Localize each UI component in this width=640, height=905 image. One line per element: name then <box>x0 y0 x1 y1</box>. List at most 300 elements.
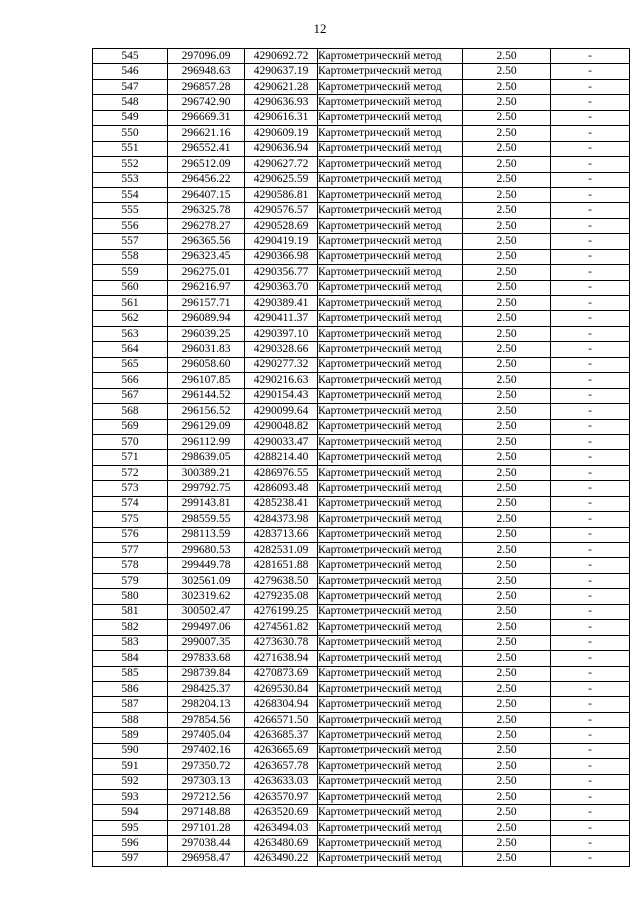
x-coordinate-cell: 300502.47 <box>168 604 245 619</box>
point-number-cell: 595 <box>93 820 168 835</box>
accuracy-cell: 2.50 <box>463 64 551 79</box>
y-coordinate-cell: 4263633.03 <box>245 774 318 789</box>
note-cell: - <box>551 759 630 774</box>
table-row <box>93 589 630 604</box>
y-coordinate-cell: 4290419.19 <box>245 234 318 249</box>
note-cell: - <box>551 512 630 527</box>
accuracy-cell: 2.50 <box>463 836 551 851</box>
table-row <box>93 851 630 866</box>
note-cell: - <box>551 558 630 573</box>
table-row <box>93 373 630 388</box>
accuracy-cell: 2.50 <box>463 496 551 511</box>
accuracy-cell: 2.50 <box>463 820 551 835</box>
table-row <box>93 820 630 835</box>
note-cell: - <box>551 666 630 681</box>
table-row <box>93 357 630 372</box>
method-cell: Картометрический метод <box>318 465 463 480</box>
y-coordinate-cell: 4263480.69 <box>245 836 318 851</box>
x-coordinate-cell: 299143.81 <box>168 496 245 511</box>
table-row <box>93 651 630 666</box>
x-coordinate-cell: 296958.47 <box>168 851 245 866</box>
y-coordinate-cell: 4290411.37 <box>245 311 318 326</box>
x-coordinate-cell: 297350.72 <box>168 759 245 774</box>
accuracy-cell: 2.50 <box>463 49 551 64</box>
table-row <box>93 218 630 233</box>
table-row <box>93 759 630 774</box>
note-cell: - <box>551 635 630 650</box>
point-number-cell: 553 <box>93 172 168 187</box>
note-cell: - <box>551 203 630 218</box>
method-cell: Картометрический метод <box>318 681 463 696</box>
x-coordinate-cell: 302319.62 <box>168 589 245 604</box>
accuracy-cell: 2.50 <box>463 527 551 542</box>
note-cell: - <box>551 496 630 511</box>
table-row <box>93 512 630 527</box>
x-coordinate-cell: 297405.04 <box>168 728 245 743</box>
accuracy-cell: 2.50 <box>463 249 551 264</box>
x-coordinate-cell: 296669.31 <box>168 110 245 125</box>
x-coordinate-cell: 296039.25 <box>168 326 245 341</box>
note-cell: - <box>551 681 630 696</box>
accuracy-cell: 2.50 <box>463 759 551 774</box>
point-number-cell: 564 <box>93 342 168 357</box>
x-coordinate-cell: 298739.84 <box>168 666 245 681</box>
method-cell: Картометрический метод <box>318 141 463 156</box>
table-row <box>93 635 630 650</box>
y-coordinate-cell: 4276199.25 <box>245 604 318 619</box>
table-row <box>93 419 630 434</box>
note-cell: - <box>551 712 630 727</box>
accuracy-cell: 2.50 <box>463 388 551 403</box>
y-coordinate-cell: 4290216.63 <box>245 373 318 388</box>
x-coordinate-cell: 297303.13 <box>168 774 245 789</box>
table-row <box>93 157 630 172</box>
note-cell: - <box>551 481 630 496</box>
accuracy-cell: 2.50 <box>463 373 551 388</box>
coordinates-table <box>92 48 630 867</box>
y-coordinate-cell: 4290616.31 <box>245 110 318 125</box>
note-cell: - <box>551 157 630 172</box>
x-coordinate-cell: 297833.68 <box>168 651 245 666</box>
method-cell: Картометрический метод <box>318 265 463 280</box>
note-cell: - <box>551 620 630 635</box>
x-coordinate-cell: 296144.52 <box>168 388 245 403</box>
point-number-cell: 575 <box>93 512 168 527</box>
note-cell: - <box>551 743 630 758</box>
y-coordinate-cell: 4290099.64 <box>245 404 318 419</box>
method-cell: Картометрический метод <box>318 373 463 388</box>
accuracy-cell: 2.50 <box>463 666 551 681</box>
x-coordinate-cell: 297854.56 <box>168 712 245 727</box>
x-coordinate-cell: 296157.71 <box>168 296 245 311</box>
y-coordinate-cell: 4290609.19 <box>245 126 318 141</box>
accuracy-cell: 2.50 <box>463 589 551 604</box>
accuracy-cell: 2.50 <box>463 620 551 635</box>
y-coordinate-cell: 4290328.66 <box>245 342 318 357</box>
accuracy-cell: 2.50 <box>463 573 551 588</box>
note-cell: - <box>551 604 630 619</box>
point-number-cell: 583 <box>93 635 168 650</box>
x-coordinate-cell: 296948.63 <box>168 64 245 79</box>
table-row <box>93 790 630 805</box>
accuracy-cell: 2.50 <box>463 404 551 419</box>
table-row <box>93 774 630 789</box>
point-number-cell: 579 <box>93 573 168 588</box>
x-coordinate-cell: 296112.99 <box>168 434 245 449</box>
note-cell: - <box>551 404 630 419</box>
x-coordinate-cell: 296107.85 <box>168 373 245 388</box>
method-cell: Картометрический метод <box>318 512 463 527</box>
note-cell: - <box>551 79 630 94</box>
x-coordinate-cell: 297038.44 <box>168 836 245 851</box>
y-coordinate-cell: 4290692.72 <box>245 49 318 64</box>
method-cell: Картометрический метод <box>318 481 463 496</box>
x-coordinate-cell: 297096.09 <box>168 49 245 64</box>
note-cell: - <box>551 187 630 202</box>
table-row <box>93 573 630 588</box>
note-cell: - <box>551 249 630 264</box>
method-cell: Картометрический метод <box>318 496 463 511</box>
accuracy-cell: 2.50 <box>463 543 551 558</box>
point-number-cell: 587 <box>93 697 168 712</box>
x-coordinate-cell: 296512.09 <box>168 157 245 172</box>
table-row <box>93 326 630 341</box>
method-cell: Картометрический метод <box>318 419 463 434</box>
table-row <box>93 311 630 326</box>
accuracy-cell: 2.50 <box>463 357 551 372</box>
accuracy-cell: 2.50 <box>463 434 551 449</box>
point-number-cell: 589 <box>93 728 168 743</box>
point-number-cell: 570 <box>93 434 168 449</box>
method-cell: Картометрический метод <box>318 450 463 465</box>
point-number-cell: 566 <box>93 373 168 388</box>
point-number-cell: 559 <box>93 265 168 280</box>
table-row <box>93 620 630 635</box>
y-coordinate-cell: 4268304.94 <box>245 697 318 712</box>
x-coordinate-cell: 296857.28 <box>168 79 245 94</box>
point-number-cell: 576 <box>93 527 168 542</box>
y-coordinate-cell: 4290637.19 <box>245 64 318 79</box>
table-row <box>93 296 630 311</box>
note-cell: - <box>551 280 630 295</box>
table-row <box>93 388 630 403</box>
point-number-cell: 584 <box>93 651 168 666</box>
point-number-cell: 596 <box>93 836 168 851</box>
table-row <box>93 95 630 110</box>
table-row <box>93 203 630 218</box>
table-row <box>93 527 630 542</box>
point-number-cell: 552 <box>93 157 168 172</box>
accuracy-cell: 2.50 <box>463 280 551 295</box>
note-cell: - <box>551 573 630 588</box>
y-coordinate-cell: 4263685.37 <box>245 728 318 743</box>
y-coordinate-cell: 4263665.69 <box>245 743 318 758</box>
method-cell: Картометрический метод <box>318 759 463 774</box>
point-number-cell: 546 <box>93 64 168 79</box>
accuracy-cell: 2.50 <box>463 805 551 820</box>
method-cell: Картометрический метод <box>318 851 463 866</box>
y-coordinate-cell: 4290636.93 <box>245 95 318 110</box>
y-coordinate-cell: 4286093.48 <box>245 481 318 496</box>
method-cell: Картометрический метод <box>318 157 463 172</box>
table-row <box>93 743 630 758</box>
x-coordinate-cell: 300389.21 <box>168 465 245 480</box>
table-row <box>93 465 630 480</box>
table-row <box>93 481 630 496</box>
y-coordinate-cell: 4290586.81 <box>245 187 318 202</box>
method-cell: Картометрический метод <box>318 527 463 542</box>
point-number-cell: 592 <box>93 774 168 789</box>
table-row <box>93 666 630 681</box>
method-cell: Картометрический метод <box>318 651 463 666</box>
x-coordinate-cell: 297148.88 <box>168 805 245 820</box>
point-number-cell: 557 <box>93 234 168 249</box>
table-row <box>93 64 630 79</box>
method-cell: Картометрический метод <box>318 697 463 712</box>
accuracy-cell: 2.50 <box>463 79 551 94</box>
point-number-cell: 597 <box>93 851 168 866</box>
y-coordinate-cell: 4290033.47 <box>245 434 318 449</box>
point-number-cell: 591 <box>93 759 168 774</box>
y-coordinate-cell: 4282531.09 <box>245 543 318 558</box>
note-cell: - <box>551 218 630 233</box>
y-coordinate-cell: 4263494.03 <box>245 820 318 835</box>
x-coordinate-cell: 296323.45 <box>168 249 245 264</box>
accuracy-cell: 2.50 <box>463 481 551 496</box>
accuracy-cell: 2.50 <box>463 172 551 187</box>
accuracy-cell: 2.50 <box>463 218 551 233</box>
accuracy-cell: 2.50 <box>463 265 551 280</box>
point-number-cell: 580 <box>93 589 168 604</box>
method-cell: Картометрический метод <box>318 79 463 94</box>
accuracy-cell: 2.50 <box>463 141 551 156</box>
point-number-cell: 588 <box>93 712 168 727</box>
x-coordinate-cell: 296456.22 <box>168 172 245 187</box>
x-coordinate-cell: 296325.78 <box>168 203 245 218</box>
y-coordinate-cell: 4286976.55 <box>245 465 318 480</box>
accuracy-cell: 2.50 <box>463 311 551 326</box>
note-cell: - <box>551 296 630 311</box>
x-coordinate-cell: 296031.83 <box>168 342 245 357</box>
x-coordinate-cell: 296278.27 <box>168 218 245 233</box>
table-row <box>93 434 630 449</box>
point-number-cell: 558 <box>93 249 168 264</box>
table-row <box>93 172 630 187</box>
x-coordinate-cell: 299497.06 <box>168 620 245 635</box>
accuracy-cell: 2.50 <box>463 697 551 712</box>
method-cell: Картометрический метод <box>318 820 463 835</box>
x-coordinate-cell: 299449.78 <box>168 558 245 573</box>
note-cell: - <box>551 697 630 712</box>
table-row <box>93 604 630 619</box>
accuracy-cell: 2.50 <box>463 187 551 202</box>
note-cell: - <box>551 373 630 388</box>
accuracy-cell: 2.50 <box>463 110 551 125</box>
point-number-cell: 549 <box>93 110 168 125</box>
accuracy-cell: 2.50 <box>463 326 551 341</box>
method-cell: Картометрический метод <box>318 712 463 727</box>
method-cell: Картометрический метод <box>318 280 463 295</box>
note-cell: - <box>551 49 630 64</box>
note-cell: - <box>551 419 630 434</box>
accuracy-cell: 2.50 <box>463 651 551 666</box>
y-coordinate-cell: 4271638.94 <box>245 651 318 666</box>
method-cell: Картометрический метод <box>318 357 463 372</box>
accuracy-cell: 2.50 <box>463 774 551 789</box>
x-coordinate-cell: 296129.09 <box>168 419 245 434</box>
y-coordinate-cell: 4274561.82 <box>245 620 318 635</box>
x-coordinate-cell: 296275.01 <box>168 265 245 280</box>
table-row <box>93 728 630 743</box>
y-coordinate-cell: 4290627.72 <box>245 157 318 172</box>
x-coordinate-cell: 296407.15 <box>168 187 245 202</box>
method-cell: Картометрический метод <box>318 774 463 789</box>
accuracy-cell: 2.50 <box>463 296 551 311</box>
point-number-cell: 581 <box>93 604 168 619</box>
note-cell: - <box>551 342 630 357</box>
x-coordinate-cell: 296089.94 <box>168 311 245 326</box>
note-cell: - <box>551 141 630 156</box>
method-cell: Картометрический метод <box>318 805 463 820</box>
y-coordinate-cell: 4284373.98 <box>245 512 318 527</box>
method-cell: Картометрический метод <box>318 218 463 233</box>
y-coordinate-cell: 4290621.28 <box>245 79 318 94</box>
accuracy-cell: 2.50 <box>463 203 551 218</box>
table-row <box>93 681 630 696</box>
point-number-cell: 548 <box>93 95 168 110</box>
y-coordinate-cell: 4266571.50 <box>245 712 318 727</box>
accuracy-cell: 2.50 <box>463 342 551 357</box>
note-cell: - <box>551 790 630 805</box>
point-number-cell: 571 <box>93 450 168 465</box>
point-number-cell: 574 <box>93 496 168 511</box>
y-coordinate-cell: 4279235.08 <box>245 589 318 604</box>
accuracy-cell: 2.50 <box>463 126 551 141</box>
accuracy-cell: 2.50 <box>463 95 551 110</box>
accuracy-cell: 2.50 <box>463 712 551 727</box>
point-number-cell: 562 <box>93 311 168 326</box>
y-coordinate-cell: 4290366.98 <box>245 249 318 264</box>
y-coordinate-cell: 4283713.66 <box>245 527 318 542</box>
table-row <box>93 49 630 64</box>
y-coordinate-cell: 4290636.94 <box>245 141 318 156</box>
note-cell: - <box>551 728 630 743</box>
accuracy-cell: 2.50 <box>463 743 551 758</box>
point-number-cell: 555 <box>93 203 168 218</box>
coordinates-table-body <box>93 49 630 867</box>
x-coordinate-cell: 296216.97 <box>168 280 245 295</box>
method-cell: Картометрический метод <box>318 249 463 264</box>
y-coordinate-cell: 4290576.57 <box>245 203 318 218</box>
method-cell: Картометрический метод <box>318 311 463 326</box>
y-coordinate-cell: 4285238.41 <box>245 496 318 511</box>
method-cell: Картометрический метод <box>318 635 463 650</box>
method-cell: Картометрический метод <box>318 404 463 419</box>
point-number-cell: 585 <box>93 666 168 681</box>
y-coordinate-cell: 4290277.32 <box>245 357 318 372</box>
y-coordinate-cell: 4290154.43 <box>245 388 318 403</box>
x-coordinate-cell: 297101.28 <box>168 820 245 835</box>
x-coordinate-cell: 296058.60 <box>168 357 245 372</box>
note-cell: - <box>551 172 630 187</box>
y-coordinate-cell: 4290528.69 <box>245 218 318 233</box>
method-cell: Картометрический метод <box>318 388 463 403</box>
y-coordinate-cell: 4273630.78 <box>245 635 318 650</box>
table-row <box>93 280 630 295</box>
x-coordinate-cell: 296742.90 <box>168 95 245 110</box>
table-row <box>93 712 630 727</box>
note-cell: - <box>551 851 630 866</box>
table-row <box>93 249 630 264</box>
table-row <box>93 187 630 202</box>
method-cell: Картометрический метод <box>318 234 463 249</box>
accuracy-cell: 2.50 <box>463 450 551 465</box>
accuracy-cell: 2.50 <box>463 728 551 743</box>
method-cell: Картометрический метод <box>318 49 463 64</box>
x-coordinate-cell: 297212.56 <box>168 790 245 805</box>
table-row <box>93 265 630 280</box>
table-row <box>93 342 630 357</box>
method-cell: Картометрический метод <box>318 172 463 187</box>
note-cell: - <box>551 527 630 542</box>
y-coordinate-cell: 4263520.69 <box>245 805 318 820</box>
method-cell: Картометрический метод <box>318 836 463 851</box>
y-coordinate-cell: 4288214.40 <box>245 450 318 465</box>
note-cell: - <box>551 126 630 141</box>
note-cell: - <box>551 434 630 449</box>
note-cell: - <box>551 110 630 125</box>
method-cell: Картометрический метод <box>318 743 463 758</box>
point-number-cell: 565 <box>93 357 168 372</box>
y-coordinate-cell: 4263570.97 <box>245 790 318 805</box>
method-cell: Картометрический метод <box>318 573 463 588</box>
point-number-cell: 577 <box>93 543 168 558</box>
accuracy-cell: 2.50 <box>463 681 551 696</box>
note-cell: - <box>551 465 630 480</box>
method-cell: Картометрический метод <box>318 790 463 805</box>
page-number: 12 <box>313 21 327 36</box>
x-coordinate-cell: 299007.35 <box>168 635 245 650</box>
x-coordinate-cell: 298113.59 <box>168 527 245 542</box>
accuracy-cell: 2.50 <box>463 465 551 480</box>
x-coordinate-cell: 298204.13 <box>168 697 245 712</box>
note-cell: - <box>551 388 630 403</box>
method-cell: Картометрический метод <box>318 187 463 202</box>
table-row <box>93 404 630 419</box>
note-cell: - <box>551 95 630 110</box>
point-number-cell: 550 <box>93 126 168 141</box>
note-cell: - <box>551 64 630 79</box>
point-number-cell: 556 <box>93 218 168 233</box>
y-coordinate-cell: 4263657.78 <box>245 759 318 774</box>
x-coordinate-cell: 297402.16 <box>168 743 245 758</box>
point-number-cell: 569 <box>93 419 168 434</box>
point-number-cell: 567 <box>93 388 168 403</box>
method-cell: Картометрический метод <box>318 666 463 681</box>
accuracy-cell: 2.50 <box>463 157 551 172</box>
y-coordinate-cell: 4290363.70 <box>245 280 318 295</box>
table-row <box>93 836 630 851</box>
table-row <box>93 141 630 156</box>
note-cell: - <box>551 805 630 820</box>
point-number-cell: 593 <box>93 790 168 805</box>
table-row <box>93 805 630 820</box>
y-coordinate-cell: 4281651.88 <box>245 558 318 573</box>
y-coordinate-cell: 4290625.59 <box>245 172 318 187</box>
point-number-cell: 590 <box>93 743 168 758</box>
method-cell: Картометрический метод <box>318 558 463 573</box>
note-cell: - <box>551 543 630 558</box>
